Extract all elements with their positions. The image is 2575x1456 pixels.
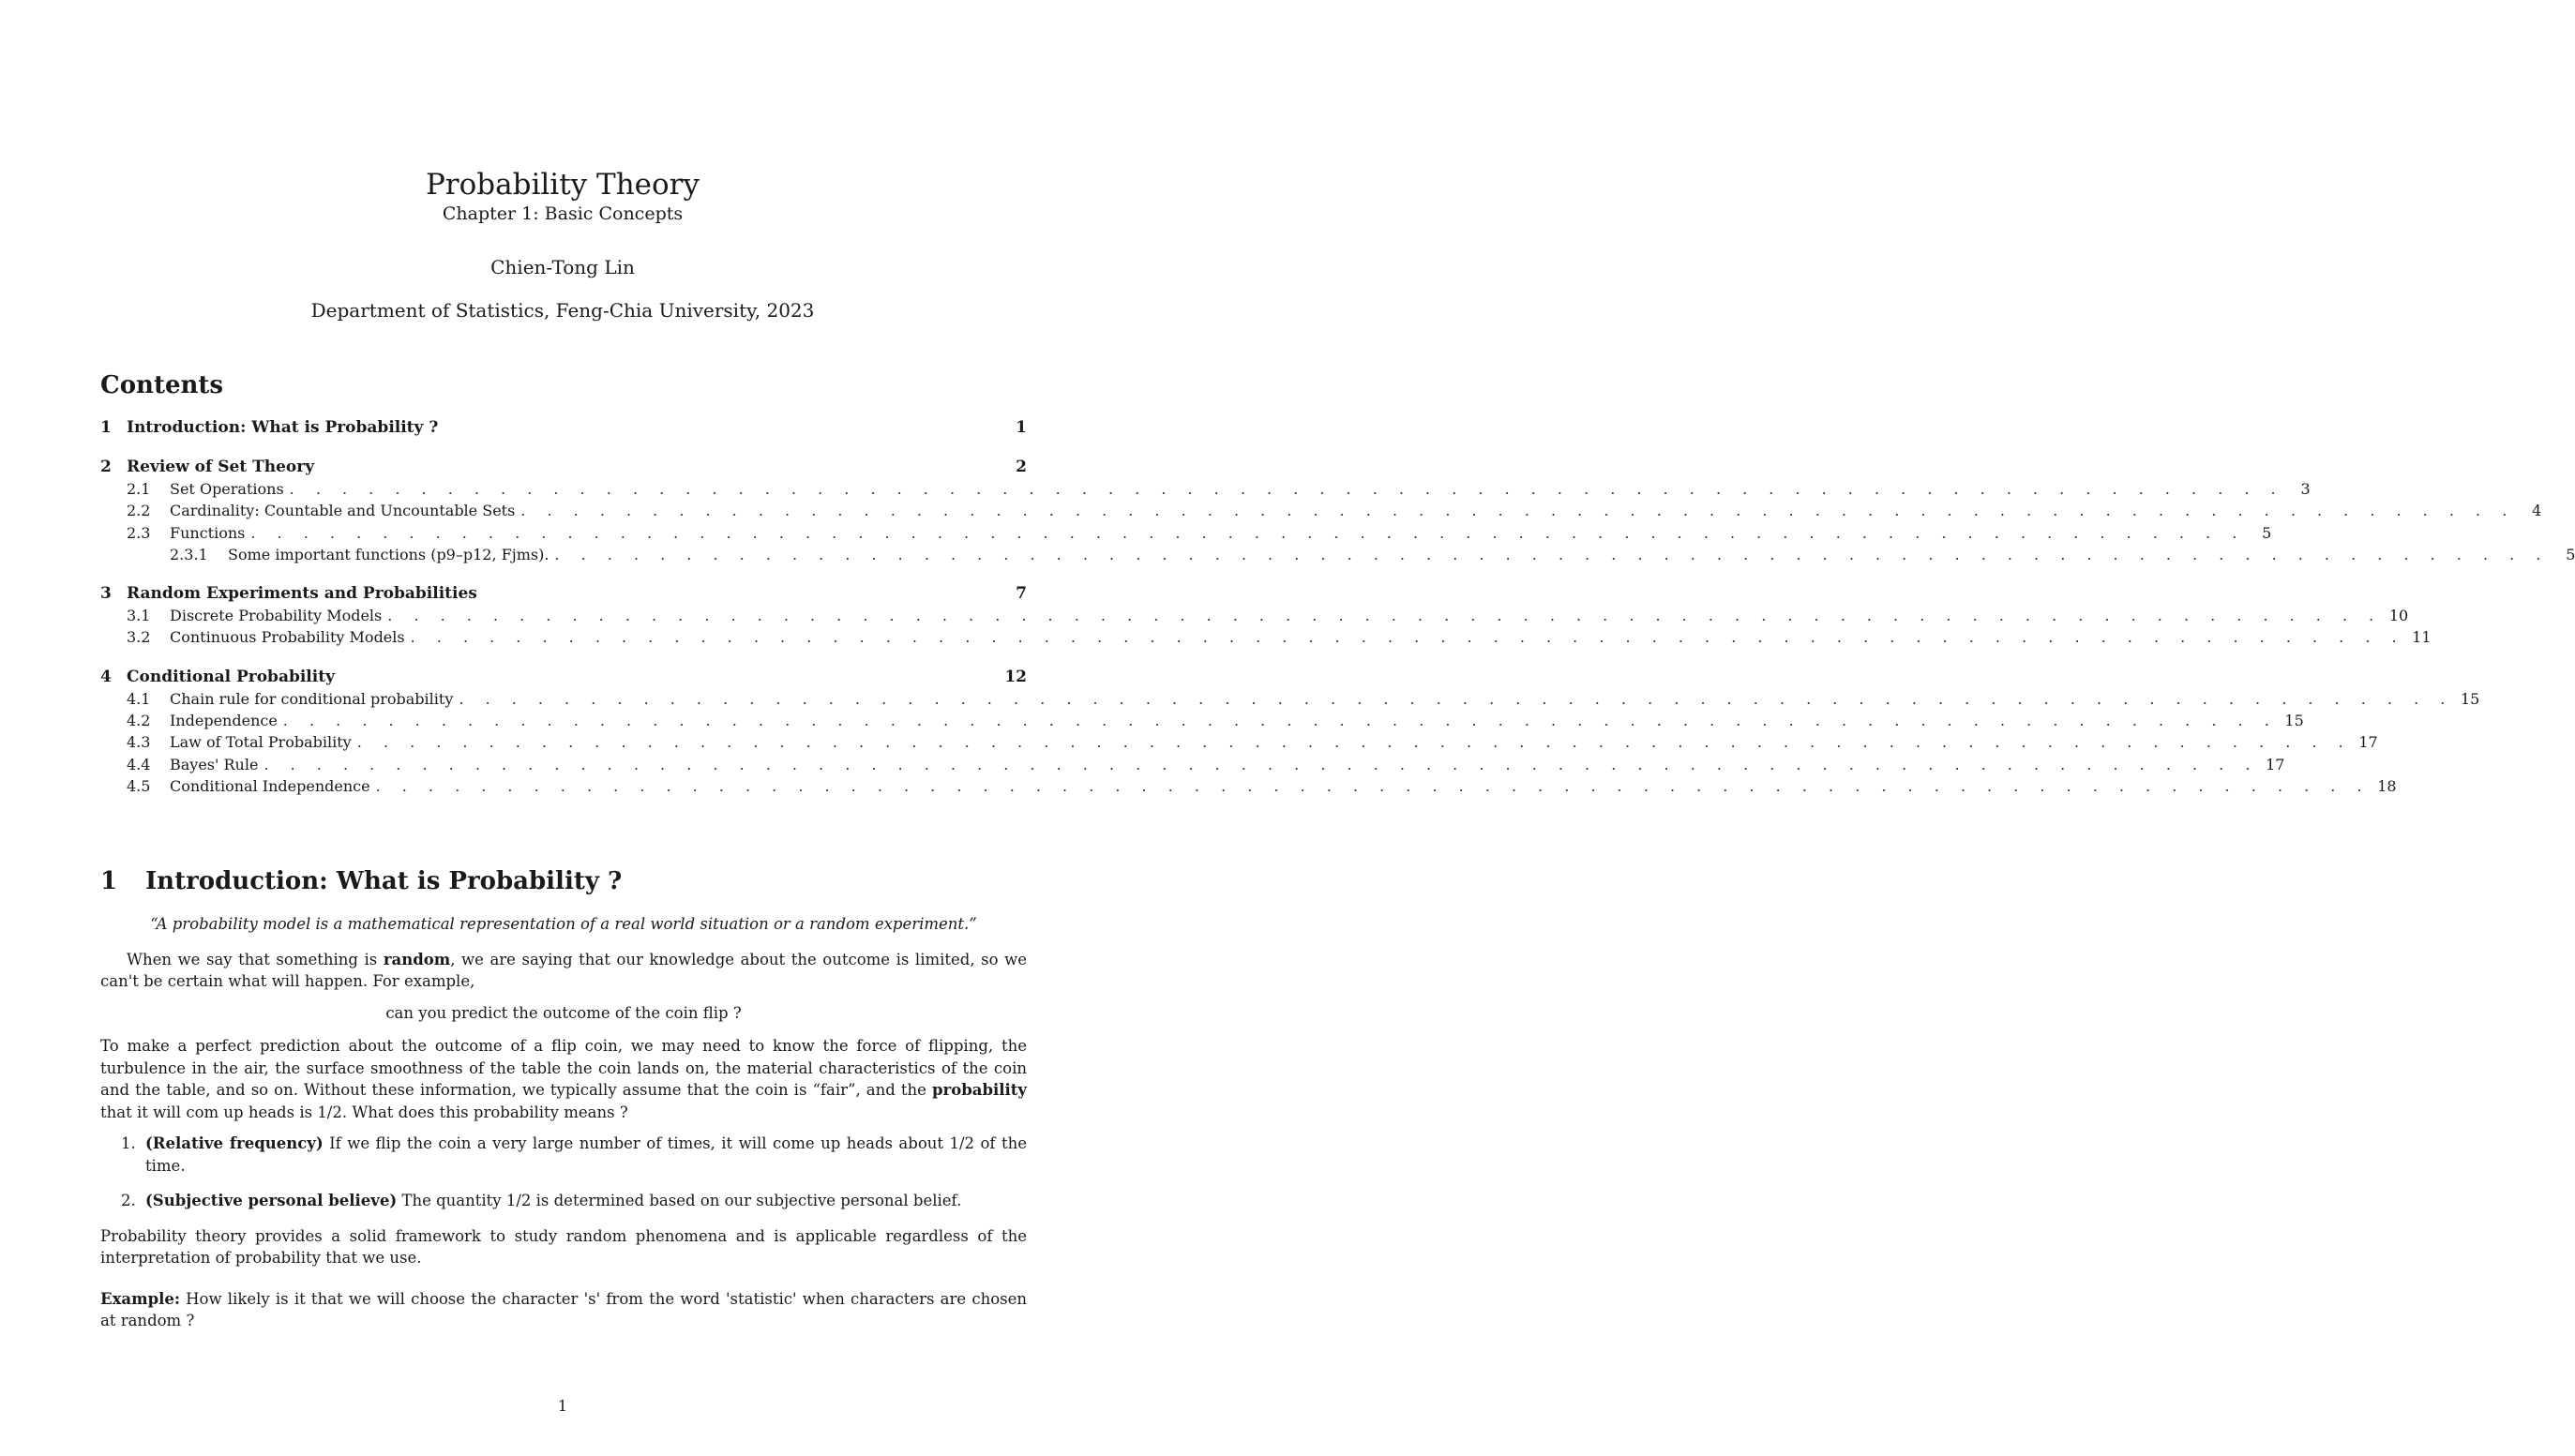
toc-section-number: 3 (100, 584, 112, 604)
example-paragraph (100, 1288, 1027, 1332)
section-body (100, 913, 1027, 1342)
text-run: The quantity 1/2 is determined based on our subjective personal belief. (397, 1192, 962, 1209)
paragraph: Probability theory provides a solid framework to study random phenomena and is applicable regardless of the interpretation of probability that we use. (100, 1226, 1027, 1267)
toc-page-number: 18 (2377, 776, 2397, 795)
toc-dot-leader: . . . . . . . . . . . . . . . . . . . . . . . . . . . . . . . . . . . . . . . . . . . . . . . . . . . . . . . . . . . . . . . . . . . . . . . . . . . . (387, 607, 2383, 625)
toc-subsection-entry[interactable] (100, 775, 2397, 797)
toc-section (100, 666, 2480, 797)
toc-section-title: Review of Set Theory (127, 458, 315, 476)
toc-subsection-entry[interactable] (100, 478, 2311, 500)
toc-subsection-entry[interactable] (100, 710, 2304, 731)
toc-subsection-number: 2.2 (127, 502, 151, 520)
toc-page-number: 2 (1016, 458, 1027, 476)
toc-dot-leader: . . . . . . . . . . . . . . . . . . . . . . . . . . . . . . . . . . . . . . . . . . . . . . . . . . . . . . . . . . . . . . . . . . . . . . . . . . . . (375, 776, 2371, 795)
text-run: To make a perfect prediction about the outcome of a flip coin, we may need to know the force of flipping, the turbulence in the air, the surface smoothness of the table the coin lands on, the material characteristics of the coin and the table, and so on. Without these information, we typically assume that the coin is “fair”, and the (100, 1037, 1027, 1099)
epigraph-quote: “A probability model is a mathematical representation of a real world situation or a random experiment.” (150, 915, 977, 933)
list-item (100, 1133, 1027, 1177)
toc-subsection-number: 2.1 (127, 480, 151, 498)
toc-page-number: 15 (2284, 712, 2304, 730)
document-title: Probability Theory (425, 168, 700, 202)
toc-section-entry[interactable] (100, 456, 1027, 478)
toc-subsection-title: Set Operations (170, 480, 284, 498)
toc-section-title: Introduction: What is Probability ? (127, 418, 439, 437)
list-item-text (145, 1190, 1027, 1212)
toc-page-number: 10 (2388, 607, 2409, 625)
toc-section (100, 582, 2432, 649)
toc-subsection-title: Conditional Independence (170, 776, 370, 795)
toc-page-number: 12 (1004, 667, 1027, 686)
toc-page-number: 17 (2358, 733, 2378, 752)
toc-subsection-entry[interactable] (100, 731, 2378, 753)
bold-term: random (383, 950, 451, 968)
toc-subsection-entry[interactable] (100, 605, 2409, 626)
toc-section-number: 4 (100, 667, 112, 686)
toc-dot-leader: . . . . . . . . . . . . . . . . . . . . . . . . . . . . . . . . . . . . . . . . . . . . . . . . . . . . . . . . . . . . . . . . . . . . . . . . . . . . (459, 689, 2454, 708)
toc-subsection-number: 4.4 (127, 755, 151, 773)
toc-page-number: 1 (1016, 418, 1027, 437)
toc-subsection-title: Cardinality: Countable and Uncountable Sets (170, 502, 516, 520)
section-title: Introduction: What is Probability ? (145, 867, 623, 895)
toc-page-number: 17 (2266, 755, 2285, 773)
toc-subsection-entry[interactable] (100, 688, 2480, 710)
text-run: that it will com up heads is 1/2. What does this probability means ? (100, 1103, 628, 1121)
toc-subsection-title: Bayes' Rule (170, 755, 259, 773)
text-run: If we flip the coin a very large number of times, it will come up heads about 1/2 of the time. (145, 1134, 1028, 1175)
section-heading (100, 864, 622, 898)
section-number: 1 (100, 867, 118, 895)
toc-subsection-entry[interactable] (100, 500, 2542, 521)
toc-subsubsection-entry[interactable] (100, 544, 2575, 565)
toc-dot-leader: . . . . . . . . . . . . . . . . . . . . . . . . . . . . . . . . . . . . . . . . . . . . . . . . . . . . . . . . . . . . . . . . . . . . . . . . . . . . (250, 523, 2246, 542)
toc-section-number: 2 (100, 458, 112, 476)
toc-subsection-title: Law of Total Probability (170, 733, 352, 752)
list-item-text (145, 1133, 1027, 1177)
bold-term: (Relative frequency) (145, 1134, 324, 1152)
toc-subsection-title: Independence (170, 712, 278, 730)
toc-page-number: 3 (2300, 480, 2311, 498)
toc-section-title: Random Experiments and Probabilities (127, 584, 477, 604)
toc-page-number: 5 (2262, 523, 2272, 542)
toc-page-number: 11 (2412, 628, 2432, 647)
author-name: Chien-Tong Lin (490, 256, 635, 278)
bold-term: (Subjective personal believe) (145, 1192, 398, 1209)
toc-subsection-entry[interactable] (100, 626, 2432, 648)
toc-dot-leader: . . . . . . . . . . . . . . . . . . . . . . . . . . . . . . . . . . . . . . . . . . . . . . . . . . . . . . . . . . . . . . . . . . . . . . . . . . . . (289, 480, 2284, 498)
toc-subsection-number: 2.3 (127, 523, 151, 542)
toc-dot-leader: . . . . . . . . . . . . . . . . . . . . . . . . . . . . . . . . . . . . . . . . . . . . . . . . . . . . . . . . . . . . . . . . . . . . . . . . . . . . (356, 733, 2352, 752)
toc-section-entry[interactable] (100, 666, 1027, 688)
toc-dot-leader: . . . . . . . . . . . . . . . . . . . . . . . . . . . . . . . . . . . . . . . . . . . . . . . . . . . . . . . . . . . . . . . . . . . . . . . . . . . . (282, 712, 2278, 730)
toc-subsection-number: 4.2 (127, 712, 151, 730)
table-of-contents (100, 416, 2575, 814)
toc-section-entry[interactable] (100, 582, 1027, 605)
toc-section-entry[interactable] (100, 416, 1027, 439)
centered-question: can you predict the outcome of the coin flip ? (385, 1003, 742, 1022)
toc-page-number: 4 (2532, 502, 2542, 520)
paragraph (100, 949, 1027, 993)
toc-subsection-number: 4.5 (127, 776, 151, 795)
toc-section (100, 416, 1027, 439)
text-run: When we say that something is (127, 950, 384, 968)
toc-subsection-entry[interactable] (100, 754, 2285, 775)
toc-page-number: 5 (2566, 545, 2575, 563)
toc-dot-leader: . . . . . . . . . . . . . . . . . . . . . . . . . . . . . . . . . . . . . . . . . . . . . . . . . . . . . . . . . . . . . . . . . . . . . . . . . . . . (264, 755, 2259, 773)
toc-subsection-title: Discrete Probability Models (170, 607, 383, 625)
list-item-number: 2. (121, 1192, 136, 1209)
text-run: How likely is it that we will choose the character 's' from the word 'statistic' when characters are chosen at random ? (100, 1289, 1027, 1329)
toc-subsection-number: 4.1 (127, 689, 151, 708)
toc-subsection-number: 4.3 (127, 733, 151, 752)
toc-subsubsection-title: Some important functions (p9–p12, Fjms). (228, 545, 550, 563)
bold-term: probability (931, 1081, 1027, 1099)
enumerated-list (100, 1133, 1027, 1212)
toc-section-number: 1 (100, 418, 112, 437)
page-number: 1 (557, 1397, 568, 1415)
toc-dot-leader: . . . . . . . . . . . . . . . . . . . . . . . . . . . . . . . . . . . . . . . . . . . . . . . . . . . . . . . . . . . . . . . . . . . . . . . . . . . . (554, 545, 2550, 563)
toc-dot-leader: . . . . . . . . . . . . . . . . . . . . . . . . . . . . . . . . . . . . . . . . . . . . . . . . . . . . . . . . . . . . . . . . . . . . . . . . . . . . (410, 628, 2405, 647)
document-subtitle: Chapter 1: Basic Concepts (442, 203, 684, 224)
title-block (0, 167, 1125, 323)
toc-heading: Contents (100, 371, 224, 399)
paragraph (100, 1035, 1027, 1123)
text-run: , we are saying that our knowledge about the outcome is limited, so we can't be certain what will happen. For example, (100, 950, 1027, 990)
toc-page-number: 7 (1016, 584, 1027, 604)
toc-subsection-title: Functions (170, 523, 246, 542)
toc-page-number: 15 (2460, 689, 2480, 708)
toc-subsection-title: Chain rule for conditional probability (170, 689, 454, 708)
toc-subsection-entry[interactable] (100, 522, 2272, 544)
example-label: Example: (100, 1289, 180, 1308)
list-item (100, 1190, 1027, 1212)
toc-section (100, 456, 2575, 565)
toc-subsection-number: 3.1 (127, 607, 151, 625)
author-affiliation: Department of Statistics, Feng-Chia University, 2023 (310, 299, 815, 322)
toc-section-title: Conditional Probability (127, 667, 335, 686)
list-item-number: 1. (121, 1134, 136, 1152)
toc-dot-leader: . . . . . . . . . . . . . . . . . . . . . . . . . . . . . . . . . . . . . . . . . . . . . . . . . . . . . . . . . . . . . . . . . . . . . . . . . . . . (520, 502, 2516, 520)
toc-subsection-number: 3.2 (127, 628, 151, 647)
toc-subsubsection-number: 2.3.1 (170, 545, 208, 563)
toc-subsection-title: Continuous Probability Models (170, 628, 405, 647)
